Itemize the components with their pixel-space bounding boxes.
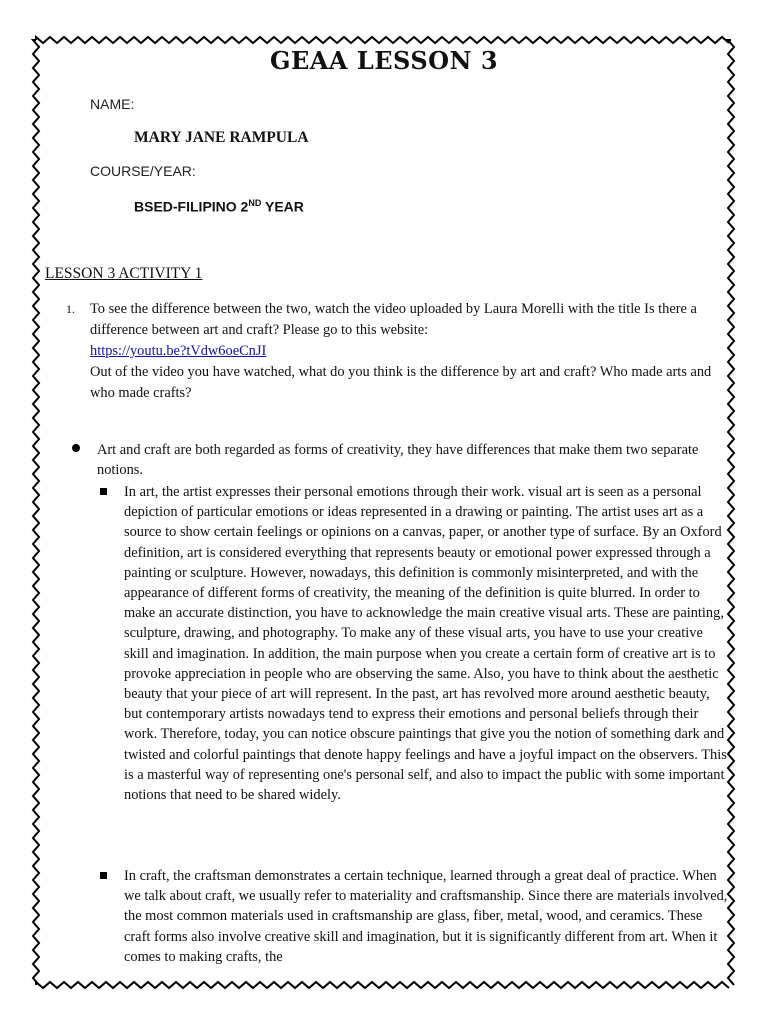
course-year-label: COURSE/YEAR:: [90, 163, 196, 179]
question-text: To see the difference between the two, watch the video uploaded by Laura Morelli with the title Is there a difference between art and craft? Please go to this website: https://youtu.be?tVdw6oeCnJI Out of the video you have watched, what do you think is the difference by art and craft? Who made arts and who made crafts?: [90, 301, 712, 401]
craft-paragraph: In craft, the craftsman demonstrates a certain technique, learned through a great deal of practice. When we talk about craft, we usually refer to materiality and craftsmanship. Since there are materials involved, the most common materials used in craftsmanship are glass, fiber, metal, wood, and ceramics. These craft forms also involve creative skill and imagination, but it is significantly different from art. When it comes to making crafts, the: [124, 868, 728, 965]
art-paragraph: In art, the artist expresses their personal emotions through their work. visual art is seen as a personal depiction of particular emotions or ideas represented in a drawing or painting. The artist uses art as a source to show certain feelings or opinions on a canvas, paper, or another type of surface. By an Oxford definition, art is considered everything that represents beauty or emotional power expressed through a painting or sculpture. However, nowadays, this definition is commonly misinterpreted, and with the appearance of different forms of creativity, the meaning of the definition is quite blurred. In order to make an accurate distinction, you have to acknowledge the main creative visual arts. These are painting, sculpture, drawing, and photography. To make any of these visual arts, you have to use your creative skill and imagination. In addition, the main purpose when you create a certain form of creative art is to provoke appreciation in people who are observing the same. Also, you have to think about the aesthetic beauty that your piece of art will represent. In the past, art has revolved more around aesthetic beauty, but contemporary artists nowadays tend to express their emotions and personal beliefs through their work. Therefore, today, you can notice obscure paintings that give you the notion of something dark and twisted and colorful paintings that denote happy feelings and have a joyful impact on the observers. This is a masterful way of representing one's personal self, and also to impact the public with some important notions that need to be shared widely.: [124, 484, 727, 804]
question-number: 1.: [66, 302, 75, 316]
name-label: NAME:: [90, 96, 135, 112]
sub-bullet-square: [100, 488, 107, 495]
section-heading: LESSON 3 ACTIVITY 1: [45, 265, 203, 282]
bullet-main-text: Art and craft are both regarded as forms of creativity, they have differences that make them two separate notions.: [97, 442, 699, 479]
page-title: GEAA LESSON 3: [269, 46, 499, 75]
bullet-dot: [72, 444, 80, 452]
sub-bullet-square: [100, 872, 107, 879]
name-value: MARY JANE RAMPULA: [134, 129, 309, 146]
course-year-value: BSED-FILIPINO 2ND YEAR: [134, 198, 304, 215]
video-link[interactable]: https://youtu.be?tVdw6oeCnJI: [90, 343, 267, 359]
